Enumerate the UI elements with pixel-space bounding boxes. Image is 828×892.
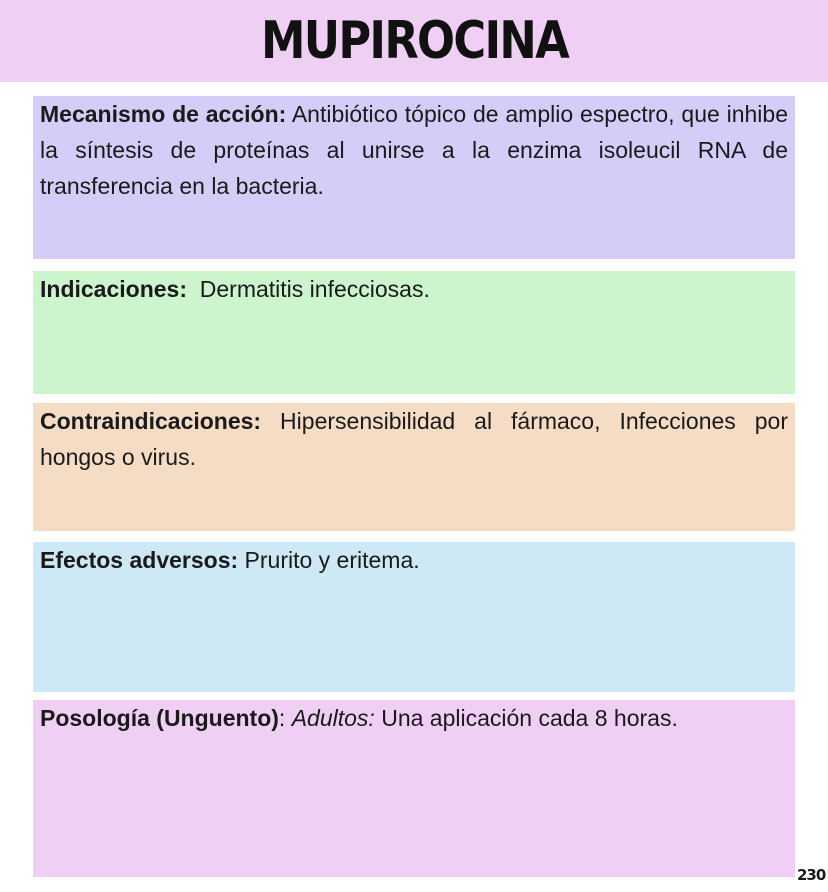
posologia-label: Posología (Unguento) — [40, 705, 279, 731]
posologia-separator: : — [278, 705, 292, 731]
efectos-text: Prurito y eritema. — [238, 547, 420, 573]
section-mecanismo — [33, 96, 795, 259]
indicaciones-label: Indicaciones: — [40, 276, 187, 302]
mecanismo-text: Antibiótico tópico de amplio espectro, que inhibe la síntesis de proteínas al unirse a la enzima isoleucil RNA de transferencia en la bacteria. — [40, 101, 788, 199]
page-title: MUPIROCINA — [260, 11, 568, 71]
section-indicaciones — [33, 271, 795, 394]
page-number: 230 — [797, 866, 826, 884]
posologia-subject: Adultos: — [291, 705, 375, 731]
section-contraindicaciones — [33, 403, 795, 531]
contraindicaciones-text: Hipersensibilidad al fármaco, Infecciones por hongos o virus. — [40, 408, 788, 470]
section-posologia — [33, 700, 795, 877]
title-banner — [0, 0, 828, 82]
posologia-text: Una aplicación cada 8 horas. — [374, 705, 678, 731]
section-efectos-adversos — [33, 542, 795, 692]
indicaciones-text: Dermatitis infecciosas. — [186, 276, 430, 302]
mecanismo-label: Mecanismo de acción: — [40, 101, 287, 127]
efectos-label: Efectos adversos: — [40, 547, 239, 573]
contraindicaciones-label: Contraindicaciones: — [40, 408, 262, 434]
